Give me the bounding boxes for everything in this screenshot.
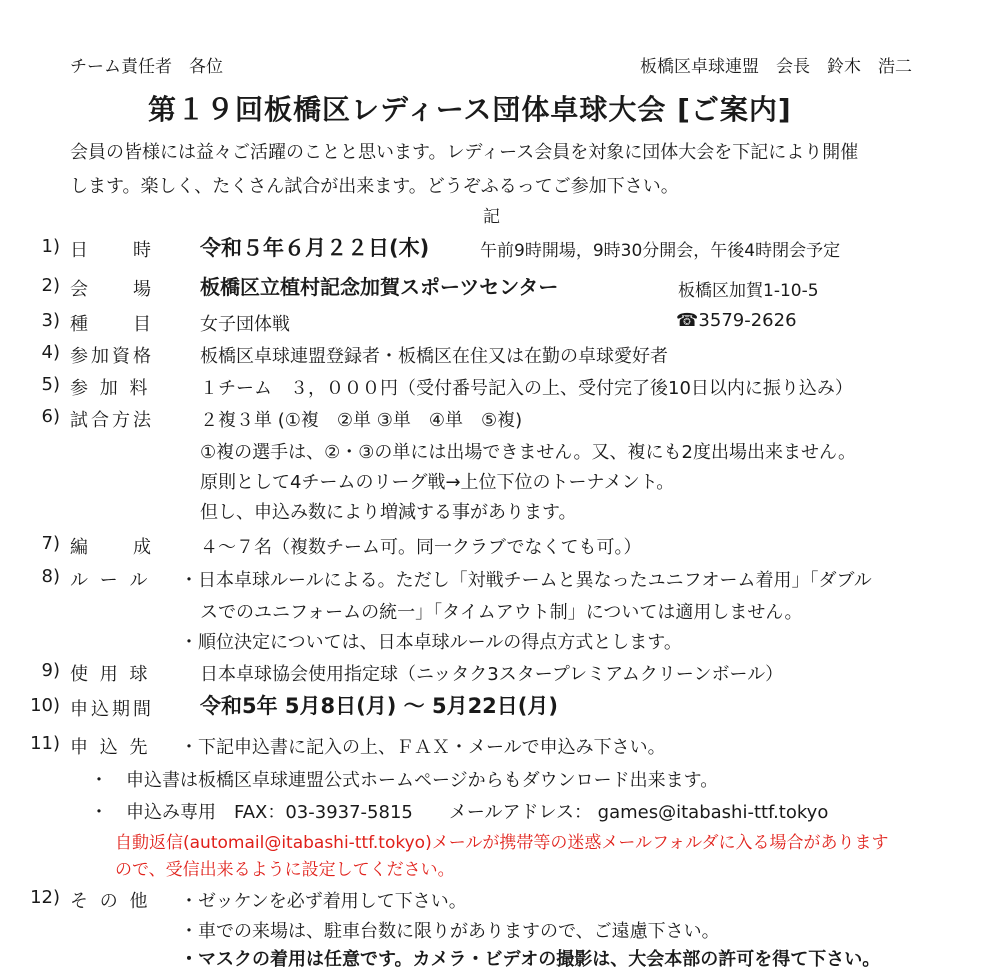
item-12-sub-1: ・車での来場は、駐車台数に限りがありますので、ご遠慮下さい。 bbox=[180, 921, 720, 942]
item-1-extra: 午前9時開場，9時30分開会，午後4時閉会予定 bbox=[480, 241, 841, 261]
item-8-label: ル ー ル bbox=[70, 570, 151, 591]
item-12-sub-2: ・マスクの着用は任意です。カメラ・ビデオの撮影は、大会本部の許可を得て下さい。 bbox=[180, 949, 881, 970]
item-8-value: ・日本卓球ルールによる。ただし「対戦チームと異なったユニフオーム着用」「ダブル bbox=[180, 570, 872, 591]
item-12-number: 12) bbox=[30, 887, 60, 908]
item-1-number: 1) bbox=[41, 236, 60, 257]
item-5-value: １チーム ３，０００円（受付番号記入の上、受付完了後10日以内に振り込み） bbox=[200, 378, 853, 399]
page-title: 第１９回板橋区レディース団体卓球大会 [ご案内] bbox=[148, 93, 792, 126]
item-5-number: 5) bbox=[41, 374, 60, 395]
item-10-label: 申込期間 bbox=[70, 699, 154, 720]
item-9-label: 使 用 球 bbox=[70, 664, 151, 685]
item-11-number: 11) bbox=[30, 733, 60, 754]
recipient: チーム責任者 各位 bbox=[70, 57, 223, 77]
item-8-sub-2: ・順位決定については、日本卓球ルールの得点方式とします。 bbox=[180, 632, 682, 653]
item-11-sub-2: ・ 申込み専用 FAX：03-3937-5815 メールアドレス： games@itabashi-ttf.tokyo bbox=[90, 802, 829, 823]
intro-line-2: します。楽しく、たくさん試合が出来ます。どうぞふるってご参加下さい。 bbox=[70, 176, 679, 197]
item-6-number: 6) bbox=[41, 406, 60, 427]
item-9-value: 日本卓球協会使用指定球（ニッタク3スタープレミアムクリーンボール） bbox=[200, 664, 784, 685]
item-6-sub-3: 但し、申込み数により増減する事があります。 bbox=[200, 502, 577, 523]
item-6-label: 試合方法 bbox=[70, 410, 154, 431]
item-3-label: 種 目 bbox=[70, 314, 154, 335]
item-1-label: 日 時 bbox=[70, 240, 154, 261]
item-8-number: 8) bbox=[41, 566, 60, 587]
sender: 板橋区卓球連盟 会長 鈴木 浩二 bbox=[640, 57, 912, 77]
item-11-warning-2: ので、受信出来るように設定してください。 bbox=[115, 860, 455, 880]
item-12-label: そ の 他 bbox=[70, 891, 151, 912]
item-2-value: 板橋区立植村記念加賀スポーツセンター bbox=[200, 275, 559, 299]
item-3-number: 3) bbox=[41, 310, 60, 331]
item-7-label: 編 成 bbox=[70, 537, 154, 558]
item-4-number: 4) bbox=[41, 342, 60, 363]
item-4-value: 板橋区卓球連盟登録者・板橋区在住又は在勤の卓球愛好者 bbox=[200, 346, 668, 367]
item-3-extra: ☎3579-2626 bbox=[676, 310, 797, 331]
item-11-value: ・下記申込書に記入の上、ＦＡＸ・メールで申込み下さい。 bbox=[180, 737, 666, 758]
item-2-number: 2) bbox=[41, 275, 60, 296]
item-10-number: 10) bbox=[30, 695, 60, 716]
item-3-value: 女子団体戦 bbox=[200, 314, 290, 335]
item-11-sub-1: ・ 申込書は板橋区卓球連盟公式ホームページからもダウンロード出来ます。 bbox=[90, 770, 719, 791]
item-8-sub-1: スでのユニフォームの統一」「タイムアウト制」については適用しません。 bbox=[200, 602, 803, 623]
item-12-value: ・ゼッケンを必ず着用して下さい。 bbox=[180, 891, 467, 912]
item-7-value: ４～７名（複数チーム可。同一クラブでなくても可。） bbox=[200, 537, 642, 558]
item-4-label: 参加資格 bbox=[70, 346, 154, 367]
item-5-label: 参 加 料 bbox=[70, 378, 151, 399]
item-10-value: 令和5年 5月8日(月) ～ 5月22日(月) bbox=[200, 694, 558, 718]
item-2-extra: 板橋区加賀1-10-5 bbox=[678, 281, 819, 301]
item-11-warning-1: 自動返信(automail@itabashi-ttf.tokyo)メールが携帯等の迷惑メールフォルダに入る場合があります bbox=[115, 833, 889, 853]
item-7-number: 7) bbox=[41, 533, 60, 554]
item-6-sub-2: 原則として4チームのリーグ戦→上位下位のトーナメント。 bbox=[200, 472, 675, 493]
item-6-sub-1: ①複の選手は、②・③の単には出場できません。又、複にも2度出場出来ません。 bbox=[200, 442, 857, 463]
intro-line-1: 会員の皆様には益々ご活躍のことと思います。レディース会員を対象に団体大会を下記により開催 bbox=[70, 142, 859, 163]
item-6-value: ２複３単 (①複 ②単 ③単 ④単 ⑤複) bbox=[200, 410, 523, 431]
item-2-label: 会 場 bbox=[70, 279, 154, 300]
item-9-number: 9) bbox=[41, 660, 60, 681]
item-1-value: 令和５年６月２２日(木) bbox=[200, 236, 430, 260]
ki-mark: 記 bbox=[483, 207, 500, 227]
item-11-label: 申 込 先 bbox=[70, 737, 151, 758]
